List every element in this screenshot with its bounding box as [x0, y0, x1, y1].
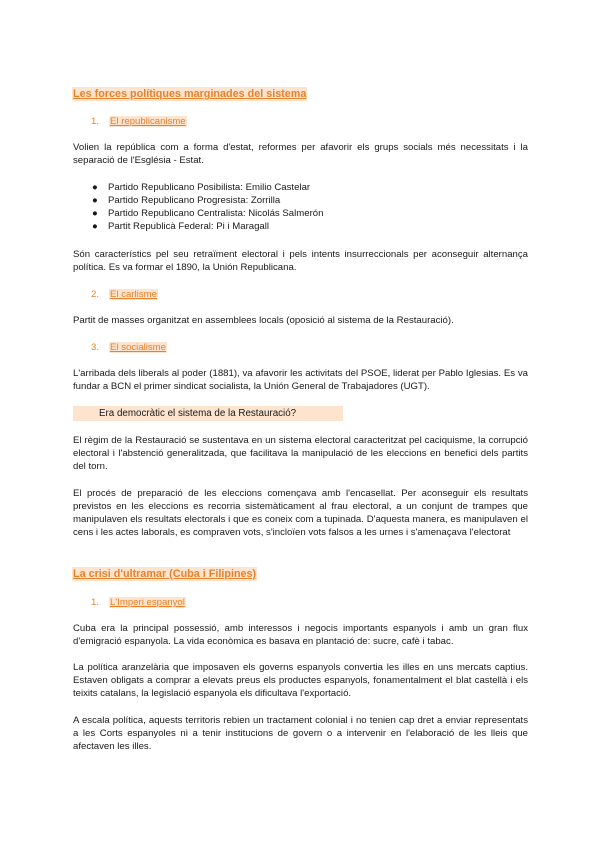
bullet-icon: ● [92, 208, 98, 219]
republican-parties-list [92, 181, 522, 233]
heading-label: L'Imperi espanyol [110, 597, 185, 608]
bullet-icon: ● [92, 182, 98, 193]
heading-carlism [91, 288, 158, 301]
heading-label: El carlisme [110, 289, 157, 300]
paragraph-republicanism-intro: Volien la república com a forma d'estat, reformes per afavorir els grups socials més necessitats i la separació de l'Església - Estat. [73, 142, 528, 166]
heading-number: 1. [91, 116, 100, 127]
paragraph-electoral-fraud: El procés de preparació de les eleccions començava amb l'encasellat. Per aconseguir els resultats previstos en les eleccions es recorria sistemàticament al frau electoral, a un conjunt de trampes que manipulaven els resultats electorals i que es coneix com a tupinada. D'aquesta manera, es manipulaven el cens i les actes laborals, es compraven vots, s'incloïen vots falsos a les urnes i s'amenaçava l'electorat [73, 488, 528, 538]
list-item-text: Partido Republicano Posibilista: Emilio Castelar [108, 182, 311, 193]
list-item-text: Partido Republicano Centralista: Nicolás Salmerón [108, 208, 324, 219]
heading-republicanism [91, 115, 187, 128]
bullet-icon: ● [92, 221, 98, 232]
bullet-icon: ● [92, 195, 98, 206]
heading-number: 2. [91, 289, 100, 300]
paragraph-restoration-system: El règim de la Restauració se sustentava en un sistema electoral caracteritzat pel caciquisme, la corrupció electoral i l'abstenció generalitzada, que facilitava la manipulació de les eleccions en benefici dels partits del torn. [73, 435, 528, 472]
heading-spanish-empire [91, 596, 186, 609]
list-item-text: Partit Republicà Federal: Pi i Maragall [108, 221, 270, 232]
question-text: Era democràtic el sistema de la Restauració? [99, 408, 297, 419]
question-heading [73, 406, 343, 421]
list-item [92, 220, 522, 233]
heading-number: 3. [91, 342, 100, 353]
section-title-overseas-crisis: La crisi d'ultramar (Cuba i Filipines) [73, 568, 257, 580]
heading-socialism [91, 341, 167, 354]
section-title-marginalized-forces: Les forces polítiques marginades del sistema [73, 88, 307, 100]
list-item [92, 207, 522, 220]
paragraph-colonial-treatment: A escala política, aquests territoris rebien un tractament colonial i no tenien cap dret a enviar representats a les Corts espanyoles ni a tenir institucions de govern o a intervenir en l'elaboració de les lleis que afectaven les illes. [73, 715, 528, 752]
paragraph-cuba: Cuba era la principal possessió, amb interessos i negocis importants espanyols i amb un gran flux d'emigració espanyola. La vida econòmica es basava en plantació de: sucre, cafè i tabac. [73, 623, 528, 647]
list-item [92, 194, 522, 207]
heading-number: 1. [91, 597, 100, 608]
paragraph-socialism: L'arribada dels liberals al poder (1881), va afavorir les activitats del PSOE, liderat per Pablo Iglesias. Es va fundar a BCN el primer sindicat socialista, la Unión General de Trabajadores (UGT). [73, 368, 528, 392]
heading-label: El socialisme [110, 342, 166, 353]
list-item [92, 181, 522, 194]
heading-label: El republicanisme [110, 116, 186, 127]
paragraph-tariff-policy: La política aranzelària que imposaven els governs espanyols convertia les illes en uns mercats captius. Estaven obligats a comprar a elevats preus els productes espanyols, fonamentalment el blat castellà i els teixits catalans, la legislació espanyola els dificultava l'exportació. [73, 662, 528, 699]
paragraph-carlism: Partit de masses organitzat en assemblees locals (oposició al sistema de la Restauració). [73, 315, 454, 326]
paragraph-republicanism-outro: Són característics pel seu retraïment electoral i pels intents insurreccionals per aconseguir alternança política. Es va formar el 1890, la Unión Republicana. [73, 249, 528, 273]
list-item-text: Partido Republicano Progresista: Zorrilla [108, 195, 281, 206]
